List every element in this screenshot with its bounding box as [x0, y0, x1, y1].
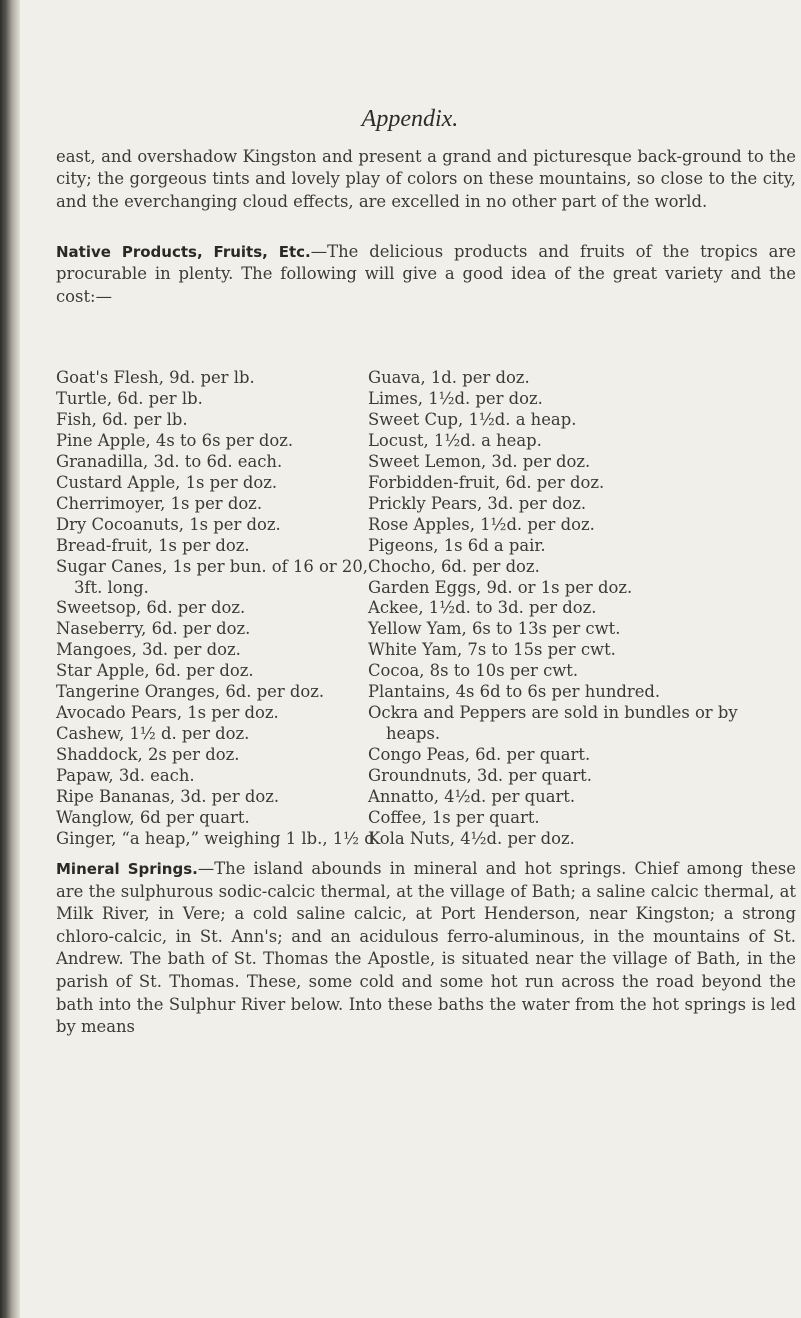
price-item: Fish, 6d. per lb.	[56, 409, 188, 429]
price-item: Pigeons, 1s 6d a pair.	[368, 535, 546, 555]
price-item: Goat's Flesh, 9d. per lb.	[56, 368, 255, 387]
price-item: Pine Apple, 4s to 6s per doz.	[56, 430, 294, 450]
price-item: Papaw, 3d. each.	[56, 766, 195, 786]
native-products-heading: Native Products, Fruits, Etc.	[56, 243, 311, 261]
price-item: Dry Cocoanuts, 1s per doz.	[56, 514, 281, 534]
price-item: Garden Eggs, 9d. or 1s per doz.	[368, 577, 633, 597]
price-item: Sugar Canes, 1s per bun. of 16 or 20, 3ft. long.	[56, 556, 368, 597]
price-item: Shaddock, 2s per doz.	[56, 745, 240, 765]
price-item: Limes, 1½d. per doz.	[368, 388, 543, 408]
price-item: Sweetsop, 6d. per doz.	[56, 598, 246, 618]
native-products-paragraph	[56, 241, 796, 308]
price-item: Naseberry, 6d. per doz.	[56, 619, 251, 639]
price-item: Ockra and Peppers are sold in bundles or by heaps.	[368, 703, 738, 744]
price-item: Star Apple, 6d. per doz.	[56, 661, 254, 681]
price-item: Yellow Yam, 6s to 13s per cwt.	[368, 619, 621, 639]
price-item: Chocho, 6d. per doz.	[368, 556, 540, 576]
price-item: Congo Peas, 6d. per quart.	[368, 745, 591, 765]
price-item: Annatto, 4½d. per quart.	[368, 787, 576, 807]
mineral-springs-heading: Mineral Springs.	[56, 860, 198, 878]
price-item: Ginger, “a heap,” weighing 1 lb., 1½ d.	[56, 828, 380, 848]
price-item: Mangoes, 3d. per doz.	[56, 640, 241, 660]
price-item: Plantains, 4s 6d to 6s per hundred.	[368, 682, 661, 702]
price-item: Kola Nuts, 4½d. per doz.	[368, 828, 575, 848]
price-item: Sweet Lemon, 3d. per doz.	[368, 451, 591, 471]
mineral-springs-text: —The island abounds in mineral and hot springs. Chief among these are the sulphurous sodic-calcic thermal, at the village of Bath; a saline calcic thermal, at Milk River, in Vere; a cold saline calcic, at Port Henderson, near Kingston; a strong chloro-calcic, in St. Ann's; and an acidulous ferro-aluminous, in the mountains of St. Andrew. The bath of St. Thomas the Apostle, is situated near the village of Bath, in the parish of St. Thomas. These, some cold and some hot run across the road beyond the bath into the Sulphur River below. Into these baths the water from the hot springs is led by means	[56, 859, 796, 1037]
price-item: Ripe Bananas, 3d. per doz.	[56, 787, 280, 807]
price-item: Tangerine Oranges, 6d. per doz.	[56, 682, 325, 702]
price-item: White Yam, 7s to 15s per cwt.	[368, 640, 616, 660]
price-item: Coffee, 1s per quart.	[368, 808, 540, 828]
price-item: Prickly Pears, 3d. per doz.	[368, 493, 587, 513]
mineral-springs-paragraph	[56, 858, 796, 1039]
price-item: Cashew, 1½ d. per doz.	[56, 724, 250, 744]
price-item: Custard Apple, 1s per doz.	[56, 472, 278, 492]
price-item: Wanglow, 6d per quart.	[56, 808, 250, 828]
price-item: Sweet Cup, 1½d. a heap.	[368, 409, 577, 429]
price-list-right	[368, 368, 760, 850]
page-binding-edge	[0, 0, 20, 1318]
price-item: Cherrimoyer, 1s per doz.	[56, 493, 263, 513]
running-head: Appendix.	[361, 106, 459, 132]
native-products-text: —The delicious products and fruits of the tropics are procurable in plenty. The following will give a good idea of the great variety and the cost:—	[56, 242, 796, 306]
price-item: Ackee, 1½d. to 3d. per doz.	[368, 598, 597, 618]
price-item: Locust, 1½d. a heap.	[368, 430, 542, 450]
price-item: Granadilla, 3d. to 6d. each.	[56, 451, 283, 471]
price-item: Avocado Pears, 1s per doz.	[56, 703, 279, 723]
price-item: Bread-fruit, 1s per doz.	[56, 535, 250, 555]
price-item: Cocoa, 8s to 10s per cwt.	[368, 661, 579, 681]
price-item: Forbidden-fruit, 6d. per doz.	[368, 472, 605, 492]
intro-paragraph: east, and overshadow Kingston and present a grand and picturesque back-ground to the city; the gorgeous tints and lovely play of colors on these mountains, so close to the city, and the everchanging cloud effects, are excelled in no other part of the world.	[56, 147, 796, 211]
price-item: Turtle, 6d. per lb.	[56, 388, 203, 408]
price-item: Rose Apples, 1½d. per doz.	[368, 514, 595, 534]
price-item: Guava, 1d. per doz.	[368, 368, 530, 387]
price-list-left	[56, 368, 392, 850]
price-item: Groundnuts, 3d. per quart.	[368, 766, 592, 786]
